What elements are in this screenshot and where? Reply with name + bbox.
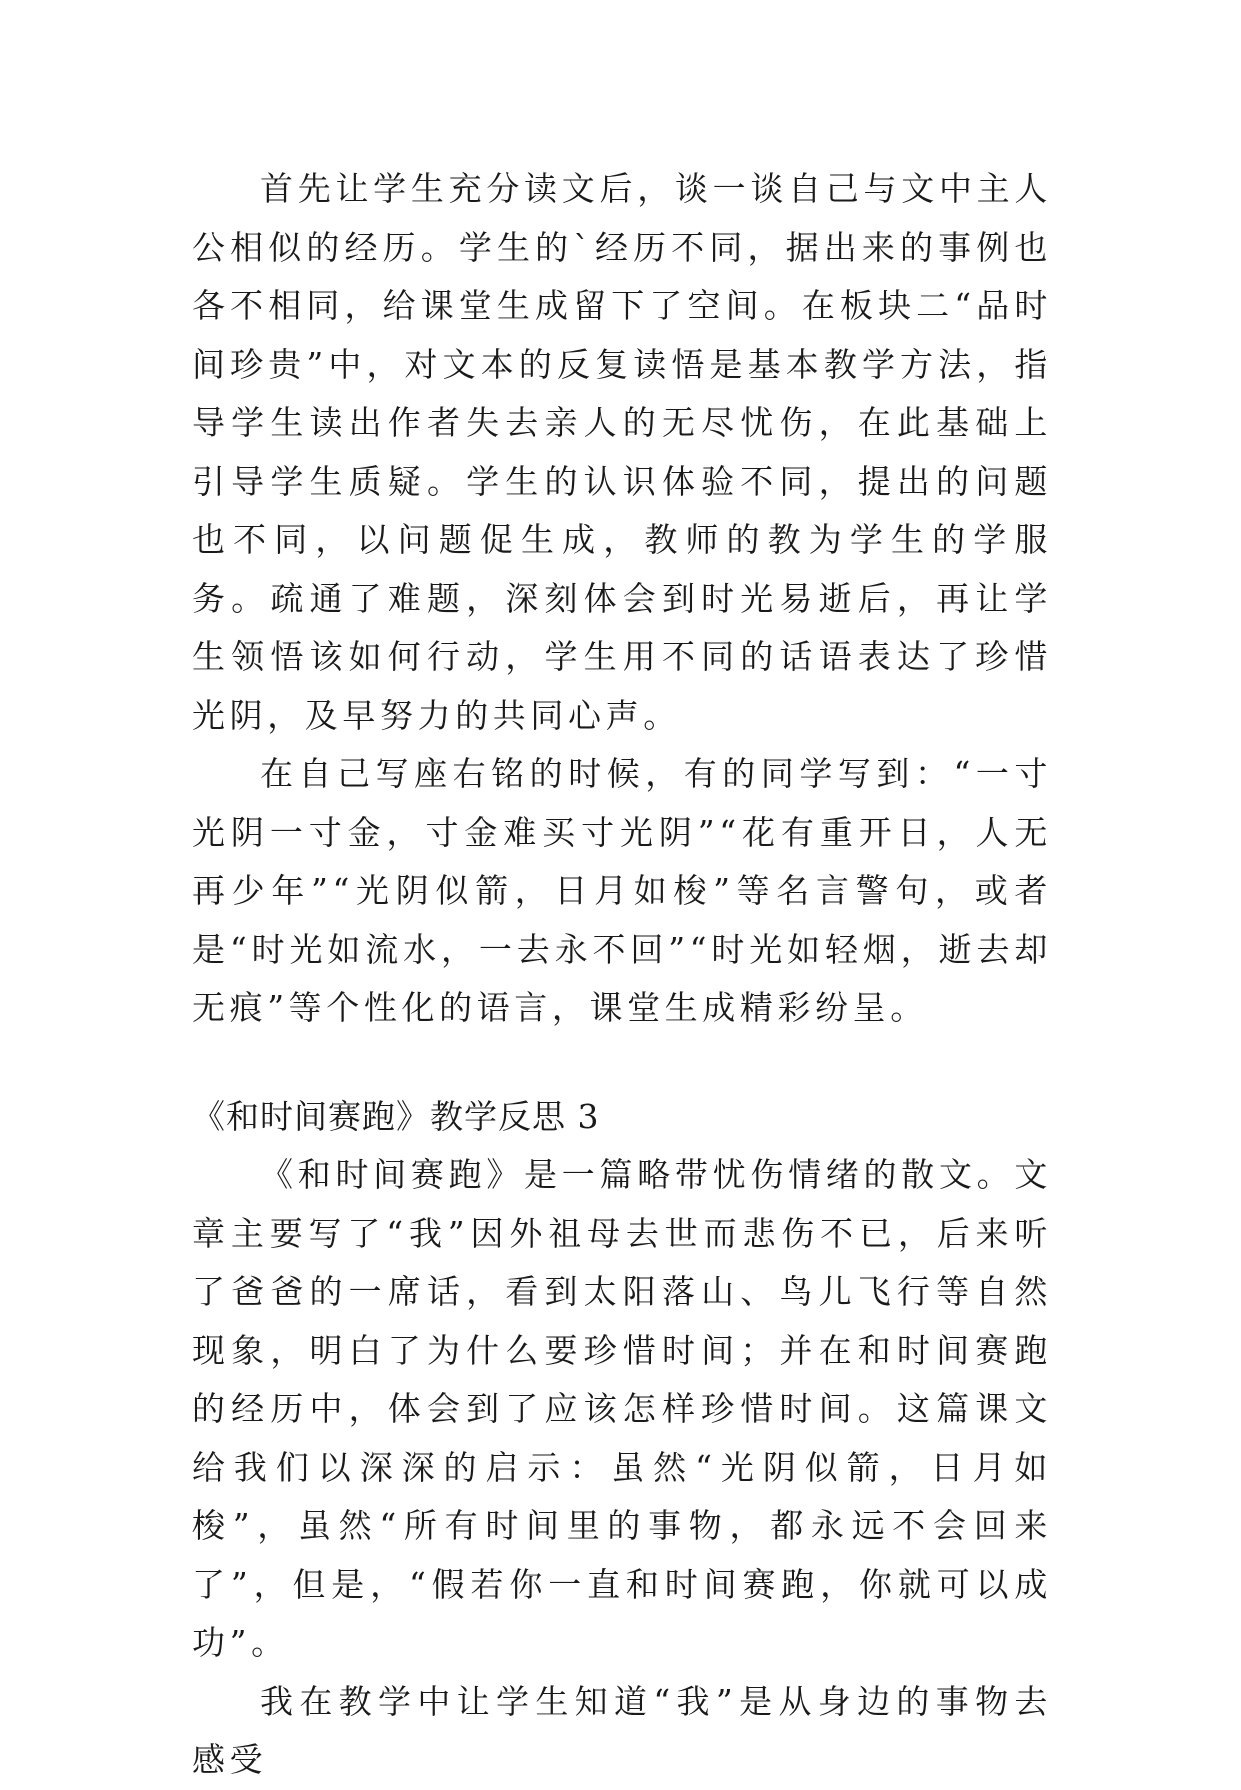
section-spacer	[192, 1038, 1052, 1088]
body-paragraph: 首先让学生充分读文后，谈一谈自己与文中主人公相似的经历。学生的`经历不同，据出来的事例也各不相同，给课堂生成留下了空间。在板块二“品时间珍贵”中，对文本的反复读悟是基本教学方法，指导学生读出作者失去亲人的无尽忧伤，在此基础上引导学生质疑。学生的认识体验不同，提出的问题也不同，以问题促生成，教师的教为学生的学服务。疏通了难题，深刻体会到时光易逝后，再让学生领悟该如何行动，学生用不同的话语表达了珍惜光阴，及早努力的共同心声。	[192, 169, 1052, 735]
body-paragraph: 《和时间赛跑》是一篇略带忧伤情绪的散文。文章主要写了“我”因外祖母去世而悲伤不已，后来听了爸爸的一席话，看到太阳落山、鸟儿飞行等自然现象，明白了为什么要珍惜时间；并在和时间赛跑的经历中，体会到了应该怎样珍惜时间。这篇课文给我们以深深的启示：虽然“光阴似箭，日月如梭”，虽然“所有时间里的事物，都永远不会回来了”，但是，“假若你一直和时间赛跑，你就可以成功”。	[192, 1155, 1052, 1662]
body-paragraph: 我在教学中让学生知道“我”是从身边的事物去感受	[192, 1681, 1052, 1779]
section-title: 《和时间赛跑》教学反思 3	[192, 1096, 600, 1136]
body-paragraph: 在自己写座右铭的时候，有的同学写到：“一寸光阴一寸金，寸金难买寸光阴”“花有重开日，人无再少年”“光阴似箭，日月如梭”等名言警句，或者是“时光如流水，一去永不回”“时光如轻烟，逝去却无痕”等个性化的语言，课堂生成精彩纷呈。	[192, 754, 1052, 1027]
document-page	[192, 160, 1052, 1790]
